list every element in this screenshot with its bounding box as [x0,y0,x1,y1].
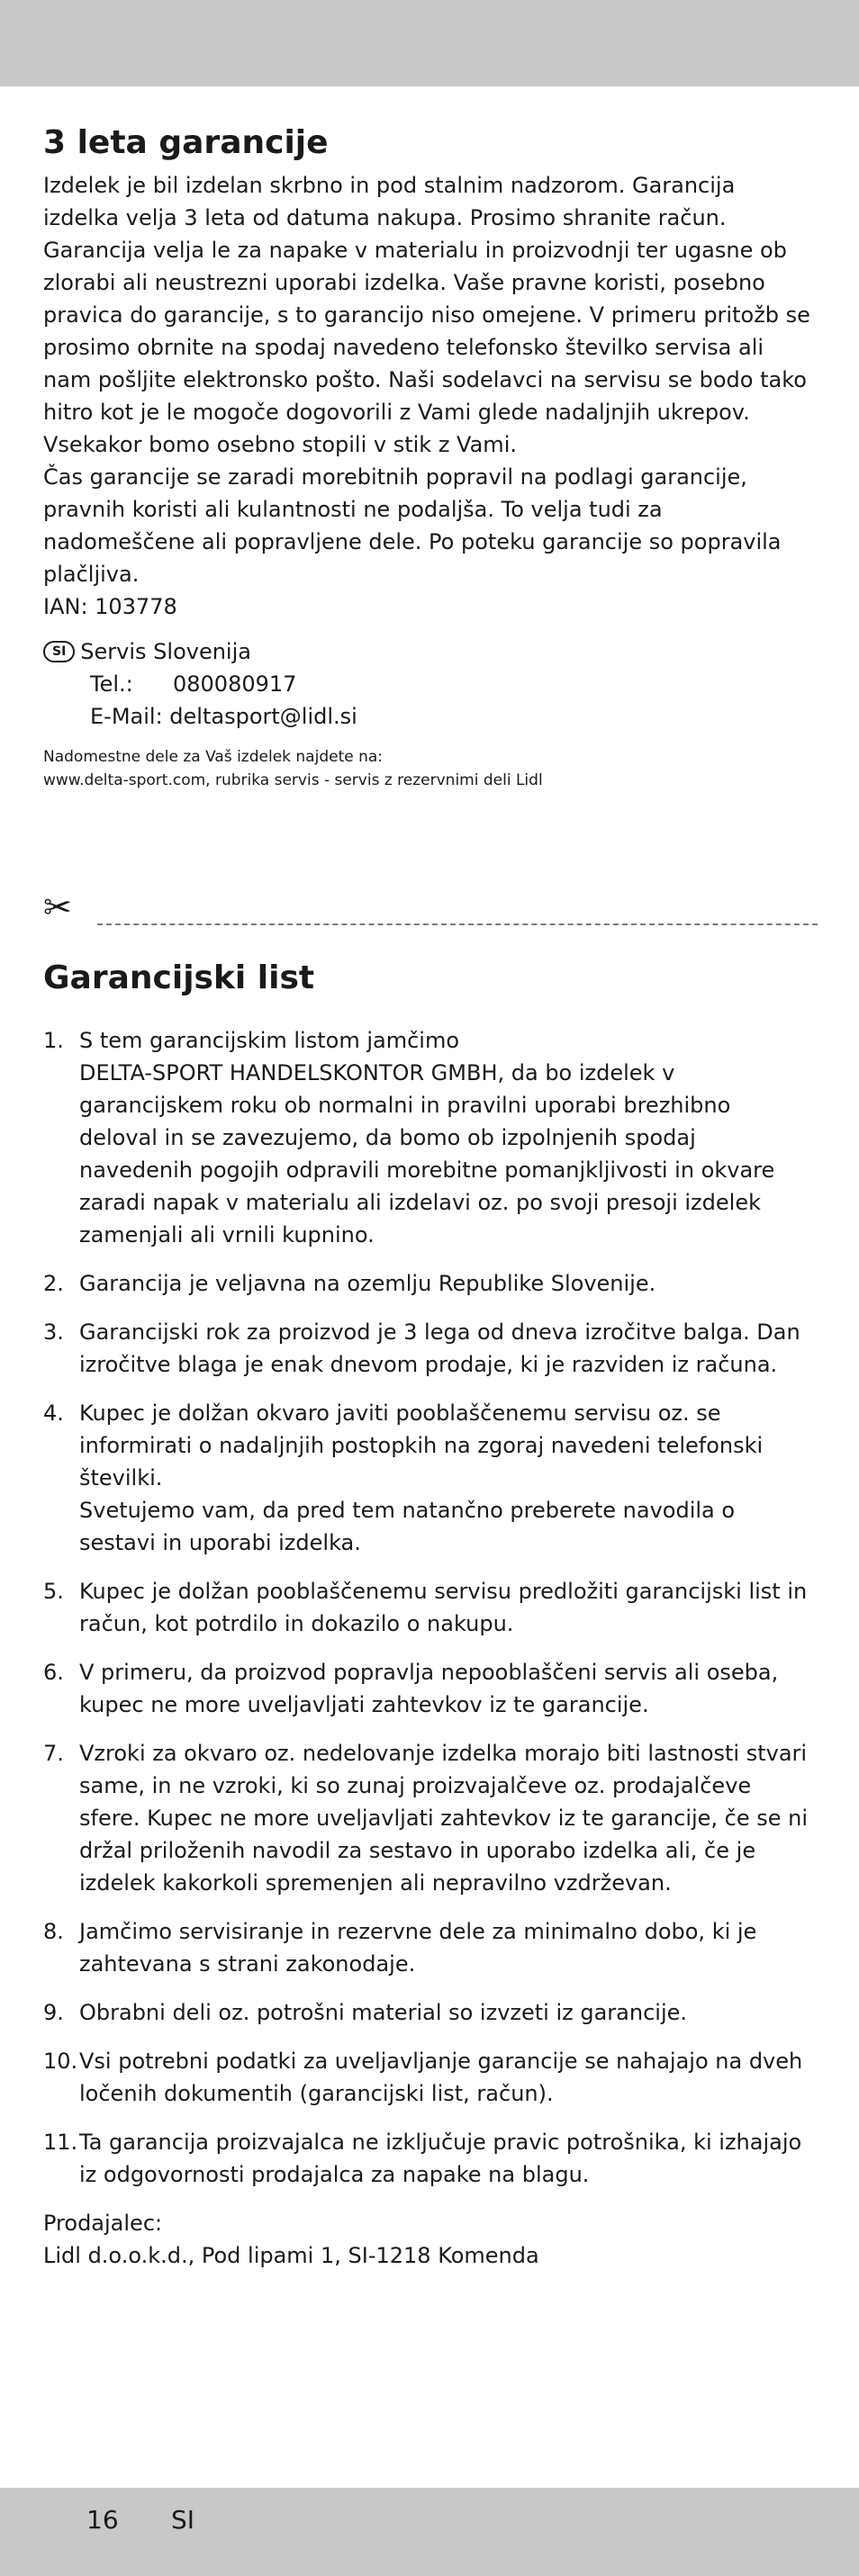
warranty-paragraph: Izdelek je bil izdelan skrbno in pod stalnim nadzorom. Garancija izdelka velja 3 leta od datuma nakupa. Prosimo shranite račun. [43,173,736,230]
list-item-line: Svetujemo vam, da pred tem natančno preberete navodila o sestavi in uporabi izdelka. [79,1498,736,1555]
phone-label: Tel.: [90,671,133,697]
ian-number: IAN: 103778 [43,594,177,619]
list-item [43,1316,814,1381]
list-item-number: 2. [43,1271,64,1296]
seller-address: Lidl d.o.o.k.d., Pod lipami 1, SI-1218 Komenda [43,2243,539,2268]
seller-label: Prodajalec: [43,2211,163,2236]
list-item-line: DELTA-SPORT HANDELSKONTOR GMBH, da bo izdelek v garancijskem roku ob normalni in pravilni uporabi brezhibno deloval in se zavezujemo, da bomo ob izpolnjenih spodaj navedenih pogojih odpravili morebitne pomanjkljivosti in okvare zaradi napak v materialu ali izdelavi oz. po svoji presoji izdelek zamenjali ali vrnili kupnino. [79,1060,775,1247]
list-item-number: 10. [43,2049,78,2074]
service-name: Servis Slovenija [80,639,251,664]
warranty-section [43,122,814,792]
list-item [43,1267,814,1300]
list-item-line: Ta garancija proizvajalca ne izključuje pravic potrošnika, ki izhajajo iz odgovornosti prodajalca za napake na blagu. [79,2130,802,2187]
list-item-number: 11. [43,2130,78,2155]
list-item-line: Garancijski rok za proizvod je 3 lega od dneva izročitve balga. Dan izročitve blaga je enak dnevom prodaje, ki je razviden iz računa. [79,1320,800,1377]
list-item-number: 7. [43,1741,64,1766]
seller-block [43,2207,814,2272]
phone-number: 080080917 [173,671,297,697]
list-item [43,1996,814,2029]
list-item-number: 6. [43,1660,64,1685]
cut-line [43,889,818,925]
list-item [43,1656,814,1721]
footer-bar [0,2488,859,2576]
list-item-text [79,1397,814,1559]
dashed-divider [97,923,818,925]
list-item [43,2126,814,2191]
list-item-text [79,1915,814,1980]
list-item-text [79,1024,814,1251]
list-item-number: 5. [43,1579,64,1604]
list-item-line: V primeru, da proizvod popravlja nepooblaščeni servis ali oseba, kupec ne more uveljavljati zahtevkov iz te garancije. [79,1660,779,1717]
list-item-line: Obrabni deli oz. potrošni material so izvzeti iz garancije. [79,2000,688,2025]
list-item-text [79,1316,814,1381]
list-item-number: 1. [43,1028,64,1053]
list-item-text [79,1996,814,2029]
service-contact [43,635,814,733]
list-item-line: Kupec je dolžan okvaro javiti pooblaščenemu servisu oz. se informirati o nadaljnjih postopkih na zgoraj navedeni telefonski številki. [79,1401,764,1491]
list-item-number: 9. [43,2000,64,2025]
list-item-line: Vzroki za okvaro oz. nedelovanje izdelka morajo biti lastnosti stvari same, in ne vzroki, ki so zunaj proizvajalčeve oz. prodajalčeve sfere. Kupec ne more uveljavljati zahtevkov iz te garancije, če se ni držal priloženih navodil za sestavo in uporabo izdelka ali, če je izdelek kakorkoli spremenjen ali nepravilno vzdrževan. [79,1741,809,1896]
warranty-paragraph: Garancija velja le za napake v materialu in proizvodnji ter ugasne ob zlorabi ali neustrezni uporabi izdelka. Vaše pravne koristi, posebno pravica do garancije, s to garancijo niso omejene. V primeru pritožb se prosimo obrnite na spodaj navedeno telefonsko številko servisa ali nam pošljite elektronsko pošto. Naši sodelavci na servisu se bodo tako hitro kot je le mogoče dogovorili z Vami glede nadaljnjih ukrepov. [43,238,810,425]
list-item-line: Jamčimo servisiranje in rezervne dele za minimalno dobo, ki je zahtevana s strani zakonodaje. [79,1919,757,1977]
warranty-paragraph: Vsekakor bomo osebno stopili v stik z Vami. [43,432,517,457]
warranty-paragraph: Čas garancije se zaradi morebitnih popravil na podlagi garancije, pravnih koristi ali kulantnosti ne podaljša. To velja tudi za nadomeščene ali popravljene dele. Po poteku garancije so popravila plačljiva. [43,464,782,587]
spare-parts-line: Nadomestne dele za Vaš izdelek najdete na: [43,748,384,766]
list-item-number: 4. [43,1401,64,1426]
warranty-sheet-section [43,958,814,2272]
list-item [43,1915,814,1980]
list-item-text [79,1737,814,1899]
spare-parts-line: www.delta-sport.com, rubrika servis - servis z rezervnimi deli Lidl [43,771,543,789]
warranty-title: 3 leta garancije [43,124,329,161]
page-number: 16 [86,2505,119,2535]
list-item-text [79,1267,814,1300]
list-item-line: Kupec je dolžan pooblaščenemu servisu predložiti garancijski list in račun, kot potrdilo in dokazilo o nakupu. [79,1579,808,1636]
header-bar [0,0,859,86]
list-item [43,1397,814,1559]
list-item [43,1737,814,1899]
service-name-row [43,635,814,668]
list-item-line: S tem garancijskim listom jamčimo [79,1028,460,1053]
service-phone-row [43,668,814,700]
scissors-icon: ✂ [43,887,72,927]
list-item-line: Garancija je veljavna na ozemlju Republike Slovenije. [79,1271,656,1296]
list-item-line: Vsi potrebni podatki za uveljavljanje garancije se nahajajo na dveh ločenih dokumentih (garancijski list, račun). [79,2049,803,2106]
list-item [43,2045,814,2110]
country-badge-icon: SI [43,641,75,662]
list-item-text [79,1656,814,1721]
spare-parts-note [43,745,814,792]
list-item-text [79,1575,814,1640]
list-item [43,1575,814,1640]
list-item-number: 3. [43,1320,64,1345]
list-item-text [79,2045,814,2110]
warranty-sheet-list [43,1024,814,2191]
service-email: E-Mail: deltasport@lidl.si [90,704,357,729]
language-code: SI [171,2505,195,2535]
list-item-number: 8. [43,1919,64,1944]
warranty-sheet-title: Garancijski list [43,959,315,996]
list-item [43,1024,814,1251]
list-item-text [79,2126,814,2191]
